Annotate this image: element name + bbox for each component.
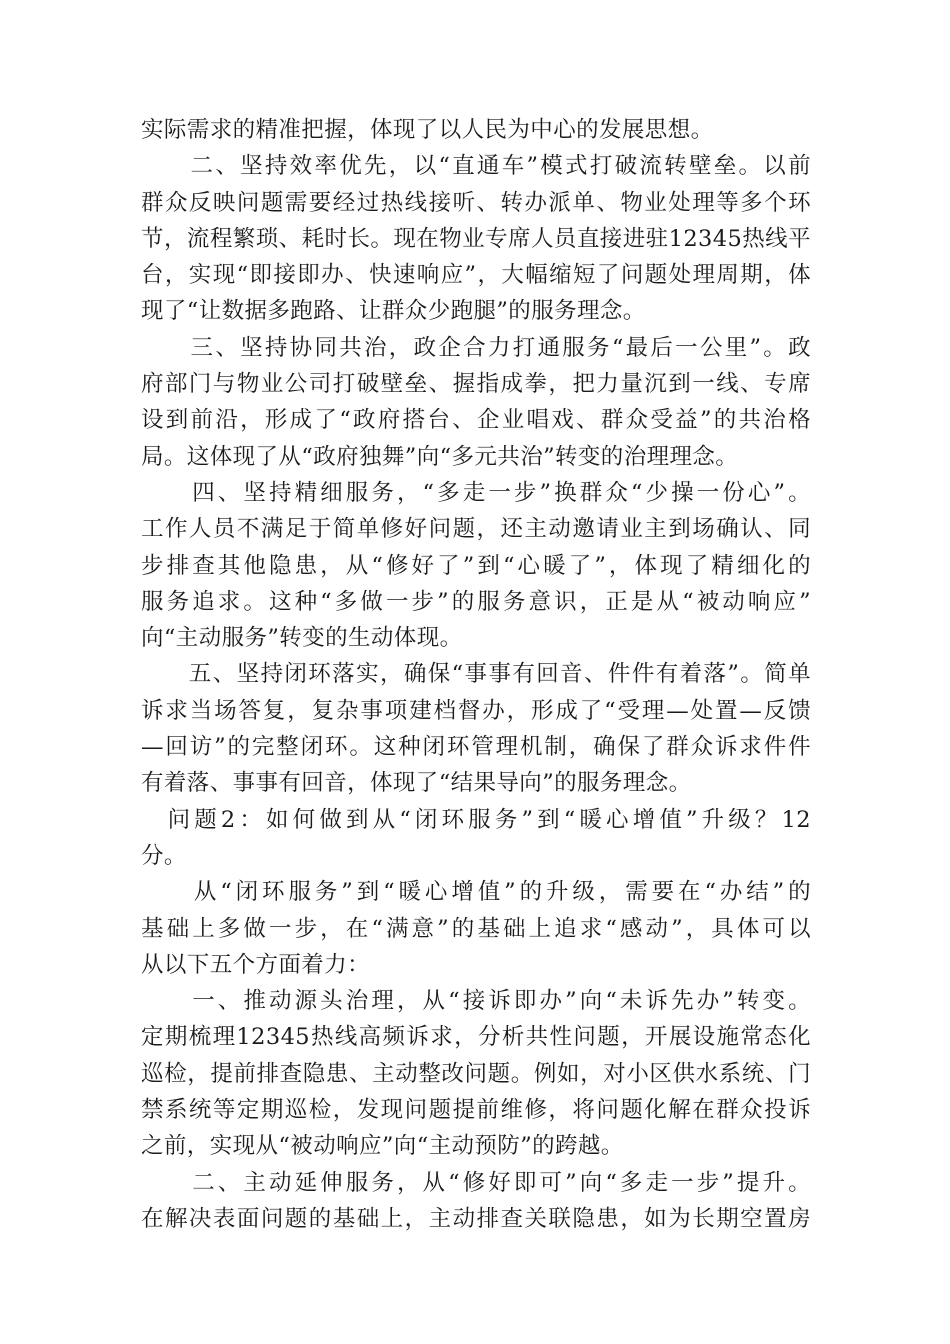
- text-line: 工作人员不满足于简单修好问题，还主动邀请业主到场确认、同: [141, 516, 811, 543]
- text-line: 从以下五个方面着力：: [141, 951, 371, 978]
- text-line: 现了“让数据多跑路、让群众少跑腿”的服务理念。: [141, 298, 646, 325]
- text-line: 四、坚持精细服务，“多走一步”换群众“少操一份心”。: [141, 479, 811, 506]
- text-line: 府部门与物业公司打破壁垒、握指成拳，把力量沉到一线、专席: [141, 371, 811, 398]
- text-line: 基础上多做一步，在“满意”的基础上追求“感动”，具体可以: [141, 915, 811, 942]
- text-line: 节，流程繁琐、耗时长。现在物业专席人员直接进驻12345热线平: [141, 225, 811, 252]
- text-line: 一、推动源头治理，从“接诉即办”向“未诉先办”转变。: [141, 988, 811, 1015]
- text-line: 实际需求的精准把握，体现了以人民为中心的发展思想。: [141, 117, 714, 143]
- text-line: 巡检，提前排查隐患、主动整改问题。例如，对小区供水系统、门: [141, 1060, 811, 1087]
- text-line: 从“闭环服务”到“暖心增值”的升级，需要在“办结”的: [141, 879, 811, 906]
- text-line: —回访”的完整闭环。这种闭环管理机制，确保了群众诉求件件: [141, 734, 811, 761]
- text-line: 问题2：如何做到从“闭环服务”到“暖心增值”升级？12: [141, 806, 811, 833]
- text-line: 五、坚持闭环落实，确保“事事有回音、件件有着落”。简单: [141, 661, 811, 688]
- text-line: 二、坚持效率优先，以“直通车”模式打破流转壁垒。以前: [141, 153, 811, 180]
- text-line: 台，实现“即接即办、快速响应”，大幅缩短了问题处理周期，体: [141, 262, 811, 289]
- text-line: 设到前沿，形成了“政府搭台、企业唱戏、群众受益”的共治格: [141, 407, 811, 434]
- text-line: 服务追求。这种“多做一步”的服务意识，正是从“被动响应”: [141, 588, 811, 615]
- text-line: 群众反映问题需要经过热线接听、转办派单、物业处理等多个环: [141, 189, 811, 216]
- text-line: 三、坚持协同共治，政企合力打通服务“最后一公里”。政: [141, 334, 811, 361]
- text-line: 在解决表面问题的基础上，主动排查关联隐患，如为长期空置房: [141, 1205, 811, 1232]
- text-line: 向“主动服务”转变的生动体现。: [141, 625, 463, 652]
- text-line: 二、主动延伸服务，从“修好即可”向“多走一步”提升。: [141, 1169, 811, 1196]
- text-line: 之前，实现从“被动响应”向“主动预防”的跨越。: [141, 1133, 624, 1160]
- text-line: 步排查其他隐患，从“修好了”到“心暖了”，体现了精细化的: [141, 552, 811, 579]
- text-line: 局。这体现了从“政府独舞”向“多元共治”转变的治理理念。: [141, 443, 739, 470]
- text-line: 诉求当场答复，复杂事项建档督办，形成了“受理—处置—反馈: [141, 697, 811, 724]
- text-line: 禁系统等定期巡检，发现问题提前维修，将问题化解在群众投诉: [141, 1097, 811, 1124]
- text-line: 分。: [141, 842, 187, 869]
- text-line: 定期梳理12345热线高频诉求，分析共性问题，开展设施常态化: [141, 1024, 811, 1051]
- text-line: 有着落、事事有回音，体现了“结果导向”的服务理念。: [141, 770, 692, 797]
- document-body: [141, 112, 811, 1237]
